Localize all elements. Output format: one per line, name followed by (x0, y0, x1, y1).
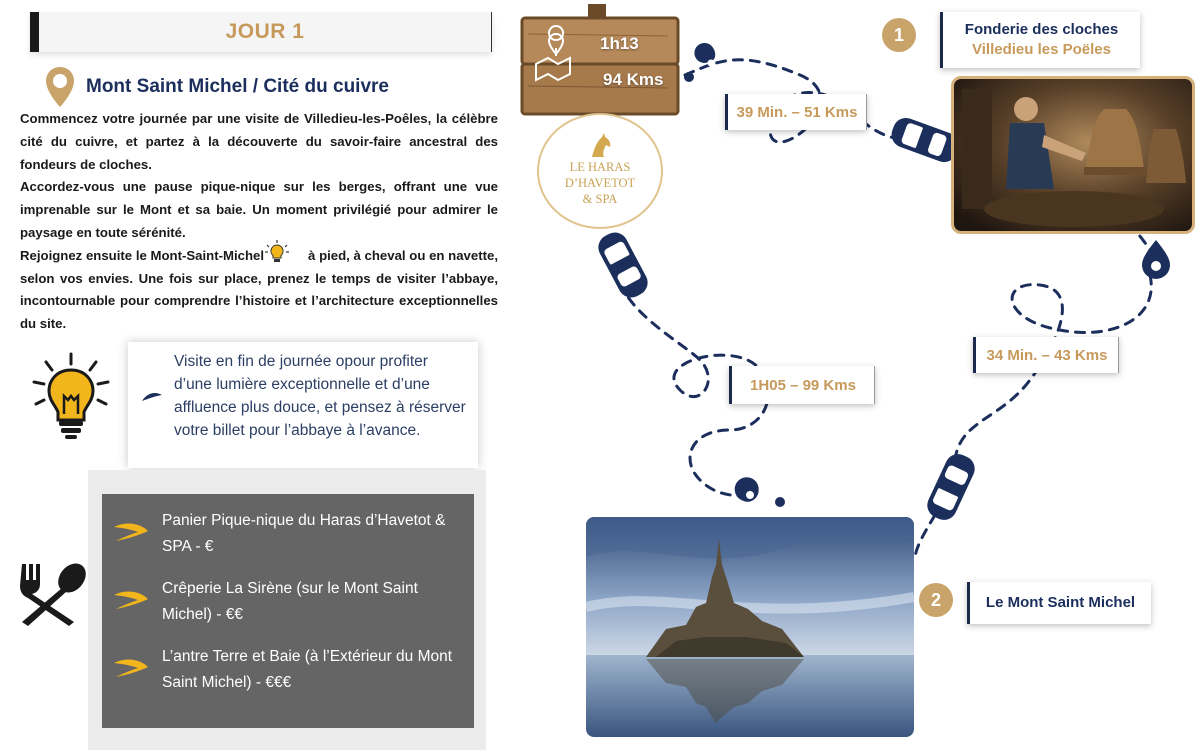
restaurants-list (102, 494, 474, 728)
leg-label: 39 Min. – 51 Kms (725, 94, 867, 130)
map-pin-icon (44, 66, 76, 108)
haras-line: LE HARAS (569, 160, 631, 174)
restaurant-name: Panier Pique-nique du Haras d’Havetot & SPA - € (162, 512, 446, 555)
arrow-icon (112, 589, 150, 611)
mont-saint-michel-image (586, 517, 914, 737)
map-pin-icon (730, 473, 763, 506)
tip-box (128, 342, 478, 468)
mont-saint-michel-photo (586, 517, 914, 737)
place-title-row (44, 66, 389, 108)
haras-line: D’HAVETOT (564, 176, 636, 190)
stop-label (967, 582, 1151, 624)
map-pin-icon (690, 39, 719, 68)
stop-subtitle: Villedieu les Poëles (972, 41, 1111, 58)
arrow-icon (112, 521, 150, 543)
arrow-icon (141, 389, 163, 403)
list-item (162, 508, 454, 560)
sign-total-distance: 94 Kms (603, 70, 664, 89)
sign-total-time: 1h13 (600, 34, 639, 53)
arrow-icon (112, 657, 150, 679)
foundry-photo (951, 76, 1195, 234)
lightbulb-icon (264, 239, 290, 265)
stop-name: Fonderie des cloches (964, 21, 1119, 38)
place-title: Mont Saint Michel / Cité du cuivre (86, 76, 389, 97)
car-icon (923, 450, 979, 524)
stop-name: Le Mont Saint Michel (985, 594, 1136, 611)
leg-label: 34 Min. – 43 Kms (973, 337, 1119, 373)
intro-paragraph: Commencez votre journée par une visite de Villedieu-les-Poêles, la célèbre cité du cuivre, et partez à la découverte du savoir-faire ancestral des fondeurs de cloches. (20, 111, 498, 172)
horse-icon (586, 133, 614, 159)
stop-label (940, 12, 1140, 68)
stop-number-badge: 1 (882, 18, 916, 52)
intro-text-part: Rejoignez ensuite le Mont-Saint-Michel (20, 247, 265, 263)
stop-number-badge: 2 (919, 583, 953, 617)
haras-logo (537, 113, 663, 229)
leg-label: 1H05 – 99 Kms (729, 366, 875, 404)
lightbulb-icon (30, 352, 112, 442)
intro-text (20, 108, 498, 336)
map-pin-icon (1142, 240, 1170, 279)
cutlery-icon (14, 560, 90, 626)
tip-text: Visite en fin de journée opour profiter d’une lumière exceptionnelle et d’une affluence plus douce, et pensez à réserver votre billet pour l’abbaye à l’avance. (174, 353, 466, 439)
intro-text-part: à pied, à cheval ou en navette, selon vos envies. Une fois sur place, prenez le temps de visiter l’abbaye, incontournable pour comprendre l’histoire et l’architecture exceptionnelles du site. (20, 247, 498, 332)
car-icon (594, 228, 652, 302)
list-item (162, 576, 454, 628)
restaurant-name: L’antre Terre et Baie (à l’Extérieur du Mont Saint Michel) - €€€ (162, 648, 453, 691)
day-title: JOUR 1 (225, 20, 305, 43)
restaurant-name: Crêperie La Sirène (sur le Mont Saint Michel) - €€ (162, 580, 418, 623)
intro-paragraph (20, 245, 498, 336)
list-item (162, 644, 454, 696)
intro-paragraph: Accordez-vous une pause pique-nique sur les berges, offrant une vue imprenable sur le Mont et sa baie. Un moment privilégié pour admirer le paysage en toute sérénité. (20, 179, 498, 240)
haras-line: & SPA (582, 192, 618, 206)
foundry-image (954, 79, 1195, 234)
day-header (30, 12, 492, 52)
